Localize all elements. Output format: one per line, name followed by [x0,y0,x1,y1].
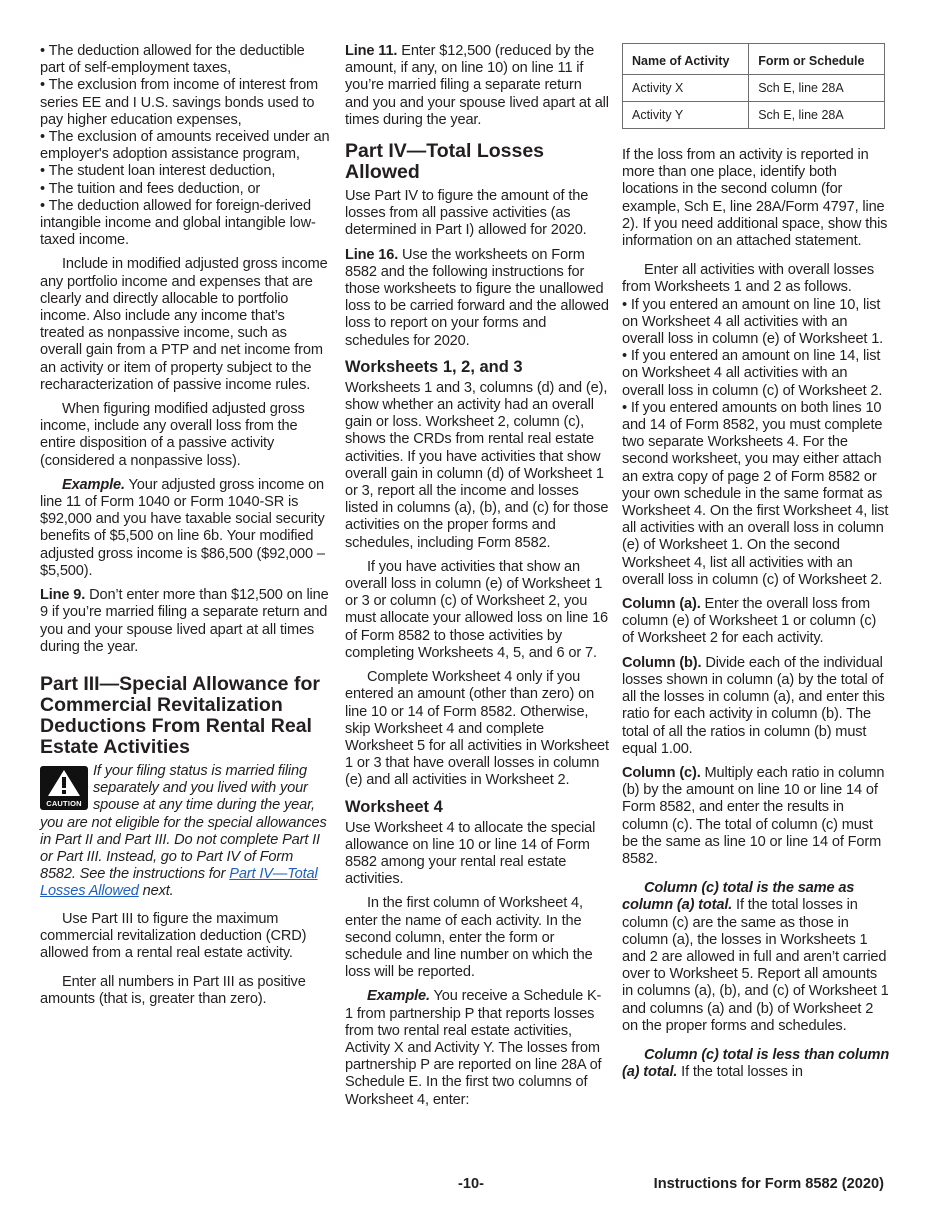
line9-text: Don’t enter more than $12,500 on line 9 if you’re married filing a separate return and you and your spouse lived apart at all times during the year. [40,587,329,655]
caution-after: next. [138,883,174,900]
activity-table [622,43,885,129]
worksheet-4-heading: Worksheet 4 [345,797,443,816]
bullet-item: • The deduction allowed for the deductible part of self-employment taxes, [40,43,305,77]
table-cell: Activity X [623,75,749,102]
less-total-paragraph [622,1047,890,1081]
part-iii-heading: Part III—Special Allowance for Commercial Revitalization Deductions From Rental Real Estate Activities [40,672,320,758]
example-paragraph [345,988,609,1108]
line11-text: Enter $12,500 (reduced by the amount, if any, on line 10) on line 11 if you’re married filing a separate return and you and your spouse lived apart at all times during the year. [345,43,609,128]
paragraph: If you have activities that show an overall loss in column (e) of Worksheet 1 or 3 or column (c) of Worksheet 2, you must allocate your allowed loss on line 16 of Form 8582 to those activities by completing Worksheets 4, 5, and 6 or 7. [345,558,609,661]
line9-lead: Line 9. [40,587,86,604]
table-header: Name of Activity [623,44,749,75]
part-iv-link[interactable]: Part IV—Total Losses Allowed [40,866,318,900]
line16-lead: Line 16. [345,246,399,263]
paragraph: Complete Worksheet 4 only if you entered an amount (other than zero) on line 10 or 14 of Form 8582. Otherwise, skip Worksheet 4 and complete Worksheet 5 for all activities in Worksheet 1 or 3 that have overall losses in column (e) and all activities in Worksheet 2. [345,669,609,789]
page-number: -10- [458,1176,484,1192]
worksheets-123-heading: Worksheets 1, 2, and 3 [345,357,523,376]
bullet-item: • If you entered an amount on line 14, list on Worksheet 4 all activities with an overall loss in column (c) of Worksheet 2. [622,348,883,399]
table-cell: Sch E, line 28A [749,75,885,102]
column-a-paragraph [622,596,890,648]
column-c-text: Multiply each ratio in column (b) by the amount on line 10 or line 14 of Form 8582, and enter the results in column (c). The total of column (c) must be the same as line 10 or line 14 of Form 8582. [622,764,885,867]
less-total-lead: Column (c) total is less than column (a) total. [622,1046,890,1081]
same-total-lead: Column (c) total is the same as column (a) total. [622,880,855,914]
paragraph: Enter all activities with overall losses from Worksheets 1 and 2 as follows. [622,262,875,296]
table-cell: Sch E, line 28A [749,102,885,129]
column-1 [40,43,332,1016]
paragraph: Use Part III to figure the maximum commercial revitalization deduction (CRD) allowed from a rental real estate activity. [40,910,307,961]
footer-title: Instructions for Form 8582 (2020) [653,1176,884,1192]
same-total-paragraph [622,880,890,1035]
paragraph: When figuring modified adjusted gross income, include any overall loss from the entire disposition of a passive activity (considered a nonpassive loss). [40,401,305,469]
column-b-text: Divide each of the individual losses shown in column (a) by the total of all the losses in column (a), and enter this ratio for each activity in column (b). The total of all the ratios in column (b) must equal 1.00. [622,654,885,757]
column-a-lead: Column (a). [622,596,701,613]
column-b-paragraph [622,655,890,758]
paragraph: Include in modified adjusted gross income any portfolio income and expenses that are clearly and directly allocable to portfolio income. Also include any income that’s treated as nonpassive income, such as overall gain from a PTP and net income from an activity or item of property subject to the recharacterization of passive income rules. [40,256,328,393]
column-c-paragraph [622,765,890,868]
paragraph: Use Worksheet 4 to allocate the special allowance on line 10 or line 14 of Form 8582 among your rental real estate activities. [345,819,596,888]
caution-icon [40,766,88,810]
less-total-text: If the total losses in [677,1064,803,1081]
caution-label: CAUTION [46,798,82,808]
line11-paragraph [345,43,609,129]
caution-text: If your filing status is married filing separately and you lived with your spouse at any time during the year, you are not eligible for the special allowances in Part II and Part III. Do not complete Part II or Part III. Instead, go to Part IV of Form 8582. See the instructions for [40,762,327,883]
example-lead: Example. [367,988,430,1005]
table-row [623,102,885,129]
table-row [623,75,885,102]
caution-note [40,763,332,901]
bullet-item: • The student loan interest deduction, [40,163,276,180]
column-b-lead: Column (b). [622,654,702,671]
example-text: Your adjusted gross income on line 11 of Form 1040 or Form 1040-SR is $92,000 and you have taxable social security benefits of $5,500 on line 6b. Your modified adjusted gross income is $86,500 ($92,000 – $5,500). [40,476,325,579]
column-3 [622,43,890,1081]
same-total-text: If the total losses in column (c) are the same as those in column (a), the losses in Worksheets 1 and 2 are allowed in full and aren’t carried over to Worksheet 5. Report all amounts in columns (a), (b), and (c) of Worksheet 1 and columns (a) and (b) of Worksheet 2 on the proper forms and schedules. [622,897,889,1034]
line16-paragraph [345,247,609,350]
column-c-lead: Column (c). [622,764,701,781]
column-2 [345,43,609,1116]
bullet-item: • The exclusion of amounts received under an employer's adoption assistance program, [40,129,330,163]
line11-lead: Line 11. [345,43,398,59]
part-iv-heading: Part IV—Total Losses Allowed [345,140,545,184]
paragraph: Enter all numbers in Part III as positive amounts (that is, greater than zero). [40,974,306,1008]
bullet-item: • The tuition and fees deduction, or [40,180,261,197]
line9-paragraph [40,587,332,656]
paragraph: Worksheets 1 and 3, columns (d) and (e), show whether an activity had an overall gain or loss. Worksheet 2, column (c), shows the CRDs from rental real estate activities. If you have activities that show overall gain in column (d) of Worksheet 1 or 3, report all the income and losses listed in columns (a), (b), and (c) for those activities on the proper forms and schedules, including Form 8582. [345,379,609,551]
bullet-item: • If you entered amounts on both lines 10 and 14 of Form 8582, you must complete two separate Worksheets 4. For the second worksheet, you may either attach an extra copy of page 2 of Form 8582 or your own schedule in the same format as Worksheet 4. On the first Worksheet 4, list all activities with an overall loss in column (e) of Worksheet 1. On the second Worksheet 4, list all activities with an overall loss in column (c) of Worksheet 2. [622,399,889,588]
paragraph: If the loss from an activity is reported in more than one place, identify both locations in the second column (for example, Sch E, line 28A/Form 4797, line 2). If you need additional space, show this information on an attached statement. [622,147,888,250]
line16-text: Use the worksheets on Form 8582 and the following instructions for those worksheets to figure the unallowed loss to be carried forward and the allowed loss to report on your forms and schedules for 2020. [345,246,609,349]
bullet-item: • The exclusion from income of interest from series EE and I U.S. savings bonds used to pay higher education expenses, [40,77,319,128]
paragraph: In the first column of Worksheet 4, enter the name of each activity. In the second column, enter the form or schedule and line number on which the loss will be reported. [345,895,593,981]
example-lead: Example. [62,476,125,493]
example-paragraph [40,477,332,580]
column-a-text: Enter the overall loss from column (e) of Worksheet 1 or column (c) of Worksheet 2 for each activity. [622,596,877,647]
bullet-item: • If you entered an amount on line 10, list on Worksheet 4 all activities with an overall loss in column (e) of Worksheet 1. [622,296,884,348]
table-header: Form or Schedule [749,44,885,75]
table-cell: Activity Y [623,102,749,129]
paragraph: Use Part IV to figure the amount of the losses from all passive activities (as determined in Part I) allowed for 2020. [345,188,589,239]
bullet-item: • The deduction allowed for foreign-derived intangible income and global intangible low-taxed income. [40,197,316,249]
example-text: You receive a Schedule K-1 from partnership P that reports losses from two rental real estate activities, Activity X and Activity Y. The losses from partnership P are reported on line 28A of Schedule E. In the first two columns of Worksheet 4, enter: [345,988,602,1108]
table-header-row [623,44,885,75]
